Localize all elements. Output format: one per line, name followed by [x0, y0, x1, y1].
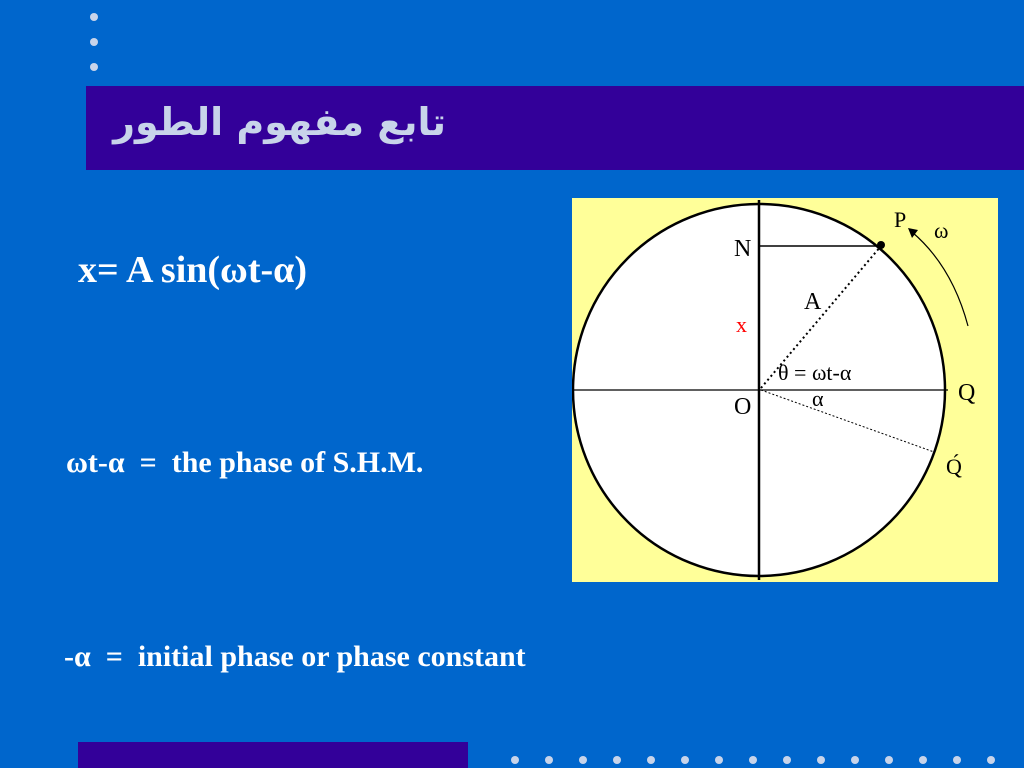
- diagram-svg: [572, 198, 998, 582]
- decorative-dot: [953, 756, 961, 764]
- decorative-dot: [987, 756, 995, 764]
- label-theta: θ = ωt-α: [778, 360, 852, 385]
- decorative-dot: [647, 756, 655, 764]
- decorative-dot: [613, 756, 621, 764]
- label-a: A: [804, 289, 822, 315]
- point-p: [877, 241, 885, 249]
- phase-statement: ωt-α = the phase of S.H.M.: [66, 446, 424, 479]
- decorative-dot: [817, 756, 825, 764]
- label-omega: ω: [934, 218, 949, 243]
- reference-circle-diagram: [572, 198, 998, 582]
- initial-phase-statement: -α = initial phase or phase constant: [64, 640, 526, 673]
- decorative-dot: [783, 756, 791, 764]
- label-alpha: α: [812, 386, 824, 411]
- decorative-dot: [90, 13, 98, 21]
- decorative-dot: [851, 756, 859, 764]
- decorative-dot: [511, 756, 519, 764]
- label-p: P: [894, 207, 907, 232]
- decorative-dot: [681, 756, 689, 764]
- slide-title: تابع مفهوم الطور: [113, 100, 446, 144]
- label-n: N: [734, 236, 752, 262]
- decorative-dot: [885, 756, 893, 764]
- shm-equation: x= A sin(ωt-α): [78, 249, 307, 291]
- decorative-dot: [579, 756, 587, 764]
- decorative-dot: [715, 756, 723, 764]
- bottom-bar: [78, 742, 468, 768]
- label-o: O: [734, 394, 752, 420]
- decorative-dot: [749, 756, 757, 764]
- decorative-dot: [90, 63, 98, 71]
- label-q-prime: Q́: [946, 454, 962, 479]
- label-x: x: [736, 312, 747, 337]
- label-q: Q: [958, 380, 976, 406]
- decorative-dot: [90, 38, 98, 46]
- decorative-dot: [545, 756, 553, 764]
- decorative-dot: [919, 756, 927, 764]
